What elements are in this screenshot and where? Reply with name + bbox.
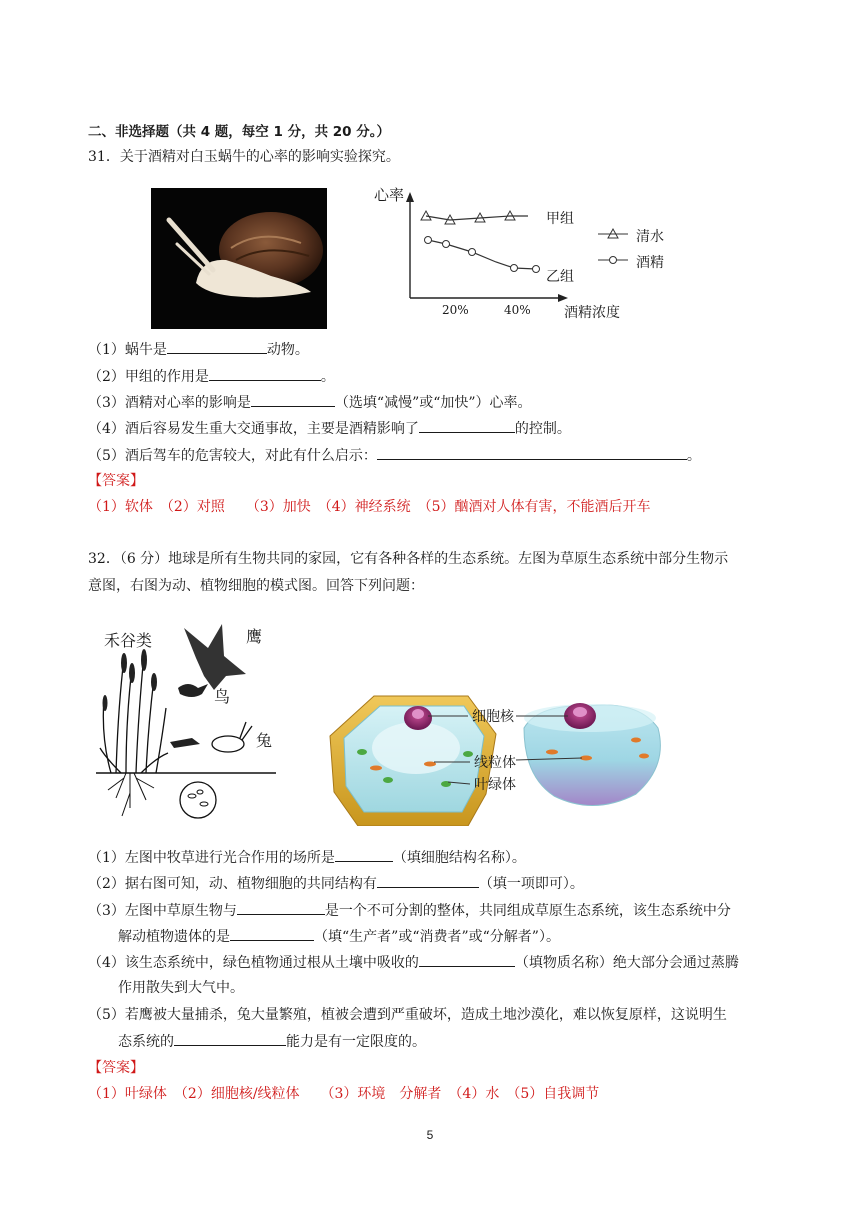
y-axis-arrow xyxy=(406,192,414,202)
label-plant: 禾谷类 xyxy=(104,631,153,650)
q31-answer-label: 【答案】 xyxy=(88,473,144,489)
x-axis-arrow xyxy=(558,294,568,302)
answer-blank xyxy=(167,339,267,354)
x-tick-2: 40% xyxy=(504,303,531,317)
answer-blank xyxy=(209,366,321,381)
answer-blank xyxy=(377,445,687,460)
point-qingshui-1 xyxy=(421,211,431,220)
point-jiujing-4 xyxy=(511,265,518,272)
answer-blank xyxy=(377,873,479,888)
label-mitochondria: 线粒体 xyxy=(474,755,516,771)
q31-stem: 31．关于酒精对白玉蜗牛的心率的影响实验探究。 xyxy=(88,149,400,165)
q32-answer-label: 【答案】 xyxy=(88,1060,144,1076)
q32-sub4-cont: 作用散失到大气中。 xyxy=(118,980,244,996)
group-label-jia: 甲组 xyxy=(546,211,574,227)
label-chloroplast: 叶绿体 xyxy=(474,777,516,793)
point-jiujing-5 xyxy=(533,266,540,273)
point-jiujing-1 xyxy=(425,237,432,244)
q31-answer: （1）软体 （2）对照 （3）加快 （4）神经系统 （5）酗酒对人体有害，不能酒后开车 xyxy=(88,499,651,515)
legend-label-qingshui: 清水 xyxy=(636,229,664,245)
legend-marker-jiujing xyxy=(610,257,617,264)
point-jiujing-2 xyxy=(443,241,450,248)
q32-sub3-cont: 解动植物遗体的是 （填“生产者”或“消费者”或“分解者”）。 xyxy=(118,926,560,947)
label-bird: 鸟 xyxy=(214,687,231,706)
q31-sub5: （5）酒后驾车的危害较大，对此有什么启示： 。 xyxy=(88,445,701,466)
q32-sub1: （1）左图中牧草进行光合作用的场所是 （填细胞结构名称）。 xyxy=(88,847,526,868)
answer-blank xyxy=(174,1031,286,1046)
q31-sub2: （2）甲组的作用是 。 xyxy=(88,366,335,387)
q32-stem-line1: 32．（6 分）地球是所有生物共同的家园，它有各种各样的生态系统。左图为草原生态系统中部分生物示 xyxy=(88,551,729,567)
heart-rate-chart xyxy=(360,180,690,325)
answer-blank xyxy=(419,952,515,967)
q31-sub3: （3）酒精对心率的影响是 （选填“减慢”或“加快”）心率。 xyxy=(88,392,532,413)
cell-figure xyxy=(318,676,680,826)
q32-stem-line2: 意图，右图为动、植物细胞的模式图。回答下列问题： xyxy=(88,578,424,594)
q31-sub1: （1）蜗牛是 动物。 xyxy=(88,339,309,360)
q32-answer: （1）叶绿体 （2）细胞核/线粒体 （3）环境 分解者 （4）水 （5）自我调节 xyxy=(88,1086,600,1102)
section-header: 二、非选择题（共 4 题，每空 1 分，共 20 分。） xyxy=(88,124,391,140)
q32-sub5: （5）若鹰被大量捕杀，兔大量繁殖，植被会遭到严重破坏，造成土地沙漠化，难以恢复原样，这说明生 xyxy=(88,1007,727,1023)
q32-sub5-cont: 态系统的 能力是有一定限度的。 xyxy=(118,1031,426,1052)
page-number: 5 xyxy=(426,1128,434,1142)
grassland-figure xyxy=(96,618,286,830)
chart-xlabel: 酒精浓度 xyxy=(564,305,620,321)
q32-sub3: （3）左图中草原生物与 是一个不可分割的整体，共同组成草原生态系统，该生态系统中分 xyxy=(88,900,731,921)
answer-blank xyxy=(230,926,314,941)
label-eagle: 鹰 xyxy=(246,627,263,646)
answer-blank xyxy=(335,847,393,862)
answer-blank xyxy=(251,392,335,407)
group-label-yi: 乙组 xyxy=(546,269,574,285)
q32-sub2: （2）据右图可知，动、植物细胞的共同结构有 （填一项即可）。 xyxy=(88,873,584,894)
answer-blank xyxy=(419,418,515,433)
label-rabbit: 兔 xyxy=(256,731,273,750)
legend-label-jiujing: 酒精 xyxy=(636,255,664,271)
chart-ylabel: 心率 xyxy=(374,186,405,204)
q31-sub4: （4）酒后容易发生重大交通事故，主要是酒精影响了 的控制。 xyxy=(88,418,571,439)
snail-photo xyxy=(151,188,327,329)
q32-sub4: （4）该生态系统中，绿色植物通过根从土壤中吸收的 （填物质名称）绝大部分会通过蒸腾 xyxy=(88,952,739,973)
label-nucleus: 细胞核 xyxy=(472,709,514,725)
answer-blank xyxy=(237,900,325,915)
point-jiujing-3 xyxy=(469,249,476,256)
x-tick-1: 20% xyxy=(442,303,469,317)
